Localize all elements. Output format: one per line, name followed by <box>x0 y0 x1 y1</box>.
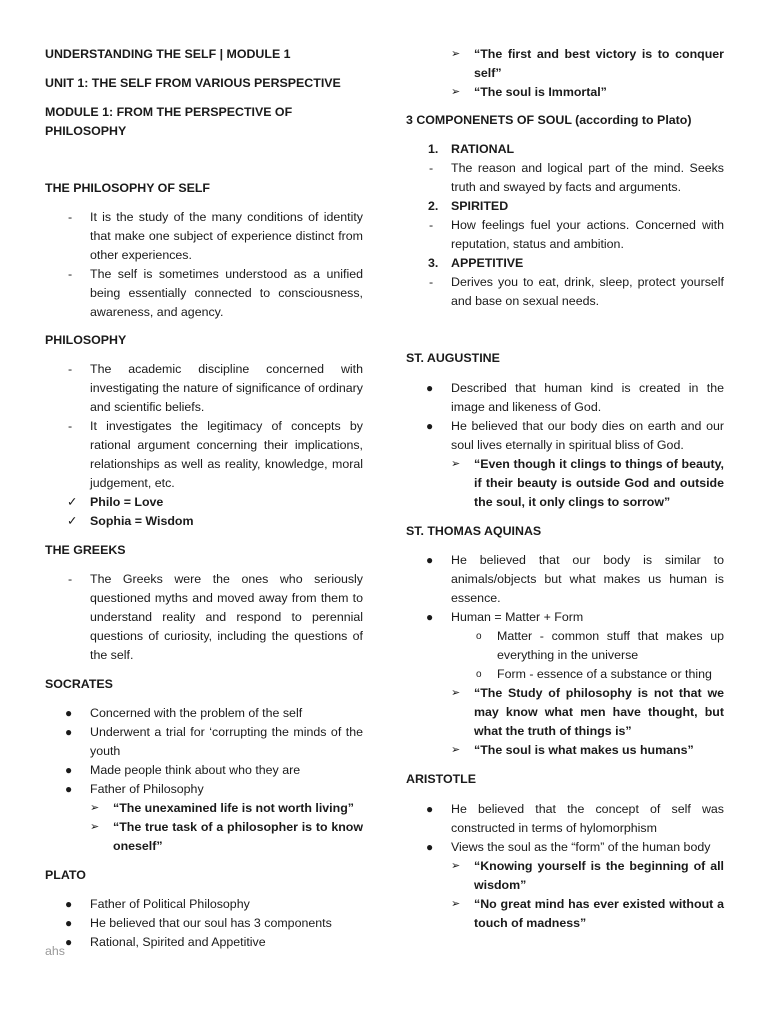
list-item: ● Concerned with the problem of the self <box>45 704 363 723</box>
check-icon: ✓ <box>67 514 78 528</box>
dash-marker: - <box>68 362 73 376</box>
list-item: ● Father of Philosophy <box>45 780 363 799</box>
document-title: UNDERSTANDING THE SELF | MODULE 1 <box>45 47 291 61</box>
heading-plato: PLATO <box>45 868 86 882</box>
heading-philosophy-of-self: THE PHILOSOPHY OF SELF <box>45 181 210 195</box>
list-item: - The reason and logical part of the mind. Seeks truth and swayed by facts and arguments. <box>429 161 724 194</box>
list-item: ● Made people think about who they are <box>45 761 363 780</box>
numbered-item: 1. RATIONAL <box>428 142 515 156</box>
bullet-icon: ● <box>65 763 73 777</box>
list-item: - The Greeks were the ones who seriously questioned myths and moved away from them to understand reality and respond to perennial questions of curiosity, including the questions of the self. <box>68 572 363 662</box>
heading-socrates: SOCRATES <box>45 677 113 691</box>
arrow-icon: ➢ <box>90 802 100 814</box>
heading-philosophy: PHILOSOPHY <box>45 333 127 347</box>
right-column <box>406 45 724 933</box>
arrow-icon: ➢ <box>451 744 461 756</box>
dash-marker: - <box>68 419 73 433</box>
list-item: - The self is sometimes understood as a unified being essentially connected to consciousness, awareness, and agency. <box>68 267 363 319</box>
quote-item: ➢ “Knowing yourself is the beginning of all wisdom” <box>451 859 724 892</box>
list-item: - The academic discipline concerned with investigating the nature of significance of ordinary and scientific beliefs. <box>68 362 363 414</box>
quote-item: ➢ “The soul is what makes us humans” <box>406 741 724 760</box>
list-item: ● Father of Political Philosophy <box>45 895 363 914</box>
list-item: ● Described that human kind is created in the image and likeness of God. <box>426 381 724 414</box>
arrow-icon: ➢ <box>451 86 461 98</box>
bullet-icon: ● <box>426 802 434 816</box>
bullet-icon: ● <box>65 782 73 796</box>
list-item: - How feelings fuel your actions. Concerned with reputation, status and ambition. <box>429 218 724 251</box>
list-item: ● Human = Matter + Form <box>406 608 724 627</box>
arrow-icon: ➢ <box>451 458 461 470</box>
sub-item: o Form - essence of a substance or thing <box>406 665 724 684</box>
check-item: ✓ Philo = Love <box>45 493 363 512</box>
unit-title: UNIT 1: THE SELF FROM VARIOUS PERSPECTIVE <box>45 76 341 90</box>
module-title: MODULE 1: FROM THE PERSPECTIVE OF PHILOSOPHY <box>45 105 293 138</box>
bullet-icon: ● <box>426 553 434 567</box>
heading-greeks: THE GREEKS <box>45 543 126 557</box>
quote-item: ➢ “The soul is Immortal” <box>406 83 724 102</box>
list-item: - Derives you to eat, drink, sleep, protect yourself and base on sexual needs. <box>429 275 724 308</box>
arrow-icon: ➢ <box>451 860 461 872</box>
list-item: ● He believed that the concept of self was constructed in terms of hylomorphism <box>426 802 724 835</box>
check-icon: ✓ <box>67 495 78 509</box>
list-item: ● He believed that our soul has 3 components <box>45 914 363 933</box>
numbered-item: 2. SPIRITED <box>428 199 509 213</box>
quote-item: ➢ “The unexamined life is not worth living” <box>45 799 363 818</box>
dash-marker: - <box>429 275 434 289</box>
dash-marker: - <box>68 210 73 224</box>
bullet-icon: ● <box>65 897 73 911</box>
footer-initials: ahs <box>45 944 65 958</box>
list-item: ● Views the soul as the “form” of the human body <box>406 838 724 857</box>
list-item: ● Underwent a trial for ‘corrupting the minds of the youth <box>65 725 363 758</box>
dash-marker: - <box>429 218 434 232</box>
bullet-icon: ● <box>65 916 73 930</box>
bullet-icon: ● <box>426 840 434 854</box>
list-item: ● He believed that our body is similar to animals/objects but what makes us human is essence. <box>426 553 724 605</box>
arrow-icon: ➢ <box>90 821 100 833</box>
bullet-icon: ● <box>65 935 73 949</box>
arrow-icon: ➢ <box>451 687 461 699</box>
list-item: - It investigates the legitimacy of concepts by rational argument concerning their implications, relationships as well as reality, knowledge, moral judgement, etc. <box>68 419 363 490</box>
heading-augustine: ST. AUGUSTINE <box>406 351 500 365</box>
sub-item: o Matter - common stuff that makes up everything in the universe <box>476 629 724 662</box>
quote-item: ➢ “The true task of a philosopher is to know oneself” <box>90 820 363 853</box>
list-item: - It is the study of the many conditions of identity that make one subject of experience distinct from other experiences. <box>68 210 363 262</box>
check-item: ✓ Sophia = Wisdom <box>45 512 363 531</box>
circle-icon: o <box>476 669 482 680</box>
quote-item: ➢ “The first and best victory is to conquer self” <box>451 47 724 80</box>
heading-aristotle: ARISTOTLE <box>406 772 476 786</box>
dash-marker: - <box>68 572 73 586</box>
bullet-icon: ● <box>426 381 434 395</box>
quote-item: ➢ “No great mind has ever existed without a touch of madness” <box>451 897 724 930</box>
numbered-item: 3. APPETITIVE <box>428 256 524 270</box>
dash-marker: - <box>68 267 73 281</box>
heading-aquinas: ST. THOMAS AQUINAS <box>406 524 542 538</box>
circle-icon: o <box>476 631 482 642</box>
bullet-icon: ● <box>65 706 73 720</box>
bullet-icon: ● <box>426 419 434 433</box>
quote-item: ➢ “Even though it clings to things of beauty, if their beauty is outside God and outside the soul, it only clings to sorrow” <box>451 457 724 509</box>
left-column <box>45 45 363 952</box>
bullet-icon: ● <box>426 610 434 624</box>
quote-item: ➢ “The Study of philosophy is not that we may know what men have thought, but what the truth of things is” <box>451 686 724 738</box>
arrow-icon: ➢ <box>451 898 461 910</box>
list-item: ● Rational, Spirited and Appetitive <box>45 933 363 952</box>
heading-soul-components: 3 COMPONENETS OF SOUL (according to Plato) <box>406 113 692 127</box>
list-item: ● He believed that our body dies on earth and our soul lives eternally in spiritual bliss of God. <box>426 419 724 452</box>
arrow-icon: ➢ <box>451 48 461 60</box>
bullet-icon: ● <box>65 725 73 739</box>
dash-marker: - <box>429 161 434 175</box>
